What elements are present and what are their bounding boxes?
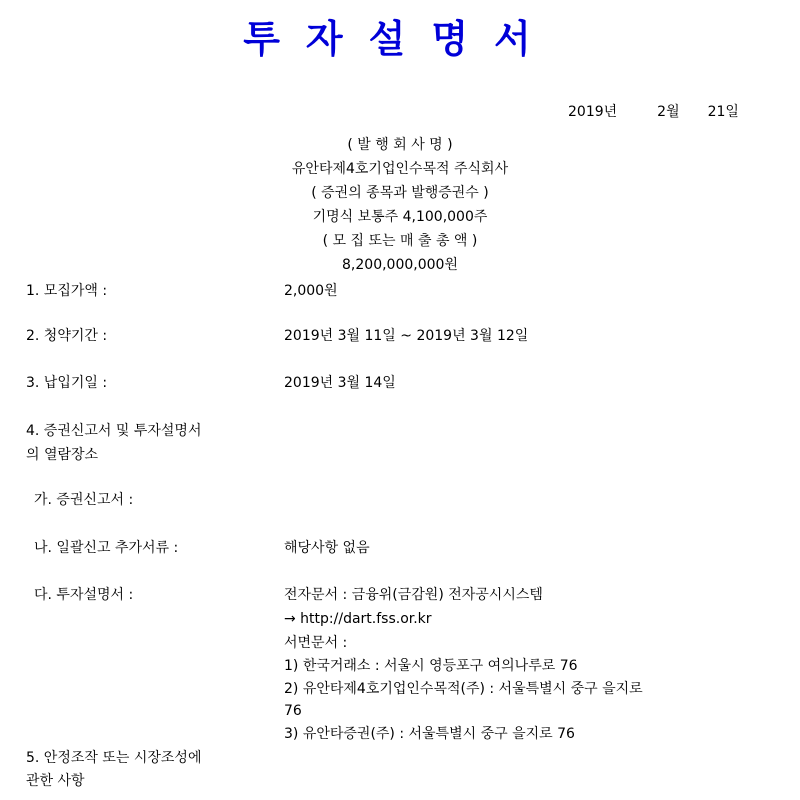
sub-da-label: 다. 투자설명서 :: [34, 587, 134, 603]
item3-value: 2019년 3월 14일: [284, 375, 396, 391]
item5-label-line2: 관한 사항: [26, 773, 85, 789]
item5-label-line1: 5. 안정조작 또는 시장조성에: [26, 750, 202, 766]
date-day: 21일: [707, 104, 739, 120]
sub-da-line: 3) 유안타증권(주) : 서울특별시 중구 을지로 76: [284, 726, 575, 742]
item1-label: 1. 모집가액 :: [26, 283, 108, 299]
item2-label: 2. 청약기간 :: [26, 328, 108, 344]
sub-na-value: 해당사항 없음: [284, 540, 370, 556]
securities-heading: ( 증권의 종목과 발행증권수 ): [311, 185, 489, 201]
sub-da-line: 전자문서 : 금융위(금감원) 전자공시시스템: [284, 587, 543, 603]
date-month: 2월: [657, 104, 680, 120]
item4-label-line1: 4. 증권신고서 및 투자설명서: [26, 423, 202, 439]
amount-value: 8,200,000,000원: [342, 257, 458, 273]
issue-date: [568, 102, 739, 122]
document-title: 투자설명서: [243, 16, 557, 61]
securities-value: 기명식 보통주 4,100,000주: [312, 209, 488, 225]
issuer-name: 유안타제4호기업인수목적 주식회사: [291, 161, 509, 177]
item2-value: 2019년 3월 11일 ~ 2019년 3월 12일: [284, 328, 529, 344]
issuer-heading: ( 발 행 회 사 명 ): [347, 137, 453, 153]
sub-da-line: 2) 유안타제4호기업인수목적(주) : 서울특별시 중구 을지로: [284, 681, 643, 697]
sub-da-line: 76: [284, 703, 302, 719]
date-year: 2019년: [568, 104, 618, 120]
amount-heading: ( 모 집 또는 매 출 총 액 ): [322, 233, 478, 249]
sub-ga-label: 가. 증권신고서 :: [34, 492, 134, 508]
sub-na-label: 나. 일괄신고 추가서류 :: [34, 540, 179, 556]
item4-label-line2: 의 열람장소: [26, 447, 99, 463]
sub-da-line: 1) 한국거래소 : 서울시 영등포구 여의나루로 76: [284, 658, 578, 674]
sub-da-line: 서면문서 :: [284, 635, 348, 651]
item3-label: 3. 납입기일 :: [26, 375, 108, 391]
item1-value: 2,000원: [284, 283, 338, 299]
sub-da-line: → http://dart.fss.or.kr: [284, 611, 432, 627]
